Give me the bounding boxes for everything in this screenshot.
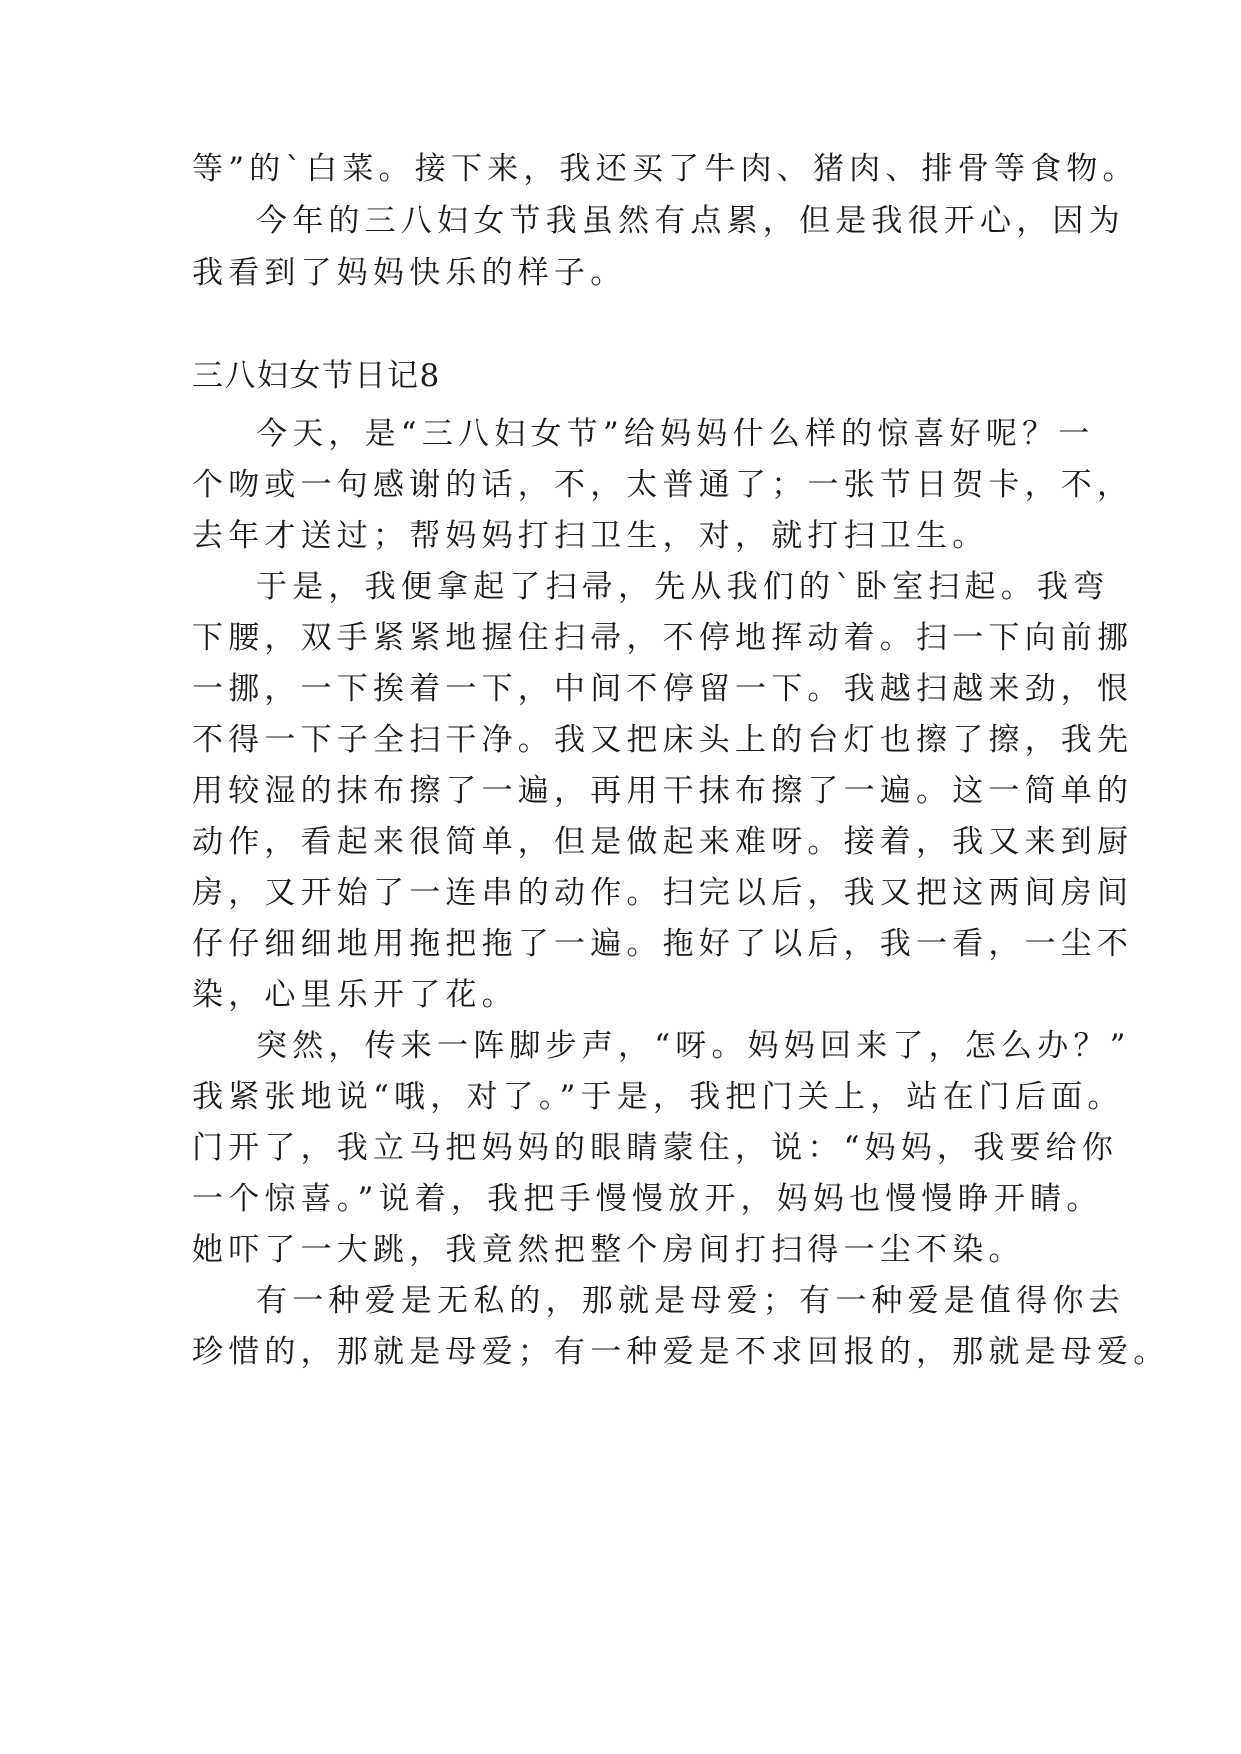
text-line: 不得一下子全扫干净。我又把床头上的台灯也擦了擦，我先 [192,722,1134,758]
text-line: 珍惜的，那就是母爱；有一种爱是不求回报的，那就是母爱。 [192,1334,1170,1370]
text-line: 个吻或一句感谢的话，不，太普通了；一张节日贺卡，不， [192,467,1134,503]
text-line: 房，又开始了一连串的动作。扫完以后，我又把这两间房间 [192,875,1134,911]
text-line: 我紧张地说“哦，对了。”于是，我把门关上，站在门后面。 [192,1079,1124,1115]
text-line: 去年才送过；帮妈妈打扫卫生，对，就打扫卫生。 [192,518,989,554]
paragraph-start: 有一种爱是无私的，那就是母爱；有一种爱是值得你去 [256,1283,1125,1319]
paragraph-start: 突然，传来一阵脚步声，“呀。妈妈回来了，怎么办？” [256,1028,1131,1064]
text-line: 等”的`白菜。接下来，我还买了牛肉、猪肉、排骨等食物。 [192,151,1139,187]
text-line: 下腰，双手紧紧地握住扫帚，不停地挥动着。扫一下向前挪 [192,620,1134,656]
text-line: 一挪，一下挨着一下，中间不停留一下。我越扫越来劲，恨 [192,671,1134,707]
text-line: 一个惊喜。”说着，我把手慢慢放开，妈妈也慢慢睁开睛。 [192,1181,1103,1217]
text-line: 用较湿的抹布擦了一遍，再用干抹布擦了一遍。这一简单的 [192,773,1134,809]
section-heading: 三八妇女节日记8 [192,358,441,394]
paragraph-start: 今天，是“三八妇女节”给妈妈什么样的惊喜好呢？一 [256,416,1095,452]
text-line: 门开了，我立马把妈妈的眼睛蒙住，说：“妈妈，我要给你 [192,1130,1119,1166]
paragraph-start: 今年的三八妇女节我虽然有点累，但是我很开心，因为 [256,203,1125,239]
text-line: 仔仔细细地用拖把拖了一遍。拖好了以后，我一看，一尘不 [192,926,1134,962]
text-line: 染，心里乐开了花。 [192,977,518,1013]
text-line: 动作，看起来很简单，但是做起来难呀。接着，我又来到厨 [192,824,1134,860]
paragraph-start: 于是，我便拿起了扫帚，先从我们的`卧室扫起。我弯 [256,569,1110,605]
text-line: 我看到了妈妈快乐的样子。 [192,255,627,291]
text-line: 她吓了一大跳，我竟然把整个房间打扫得一尘不染。 [192,1232,1025,1268]
